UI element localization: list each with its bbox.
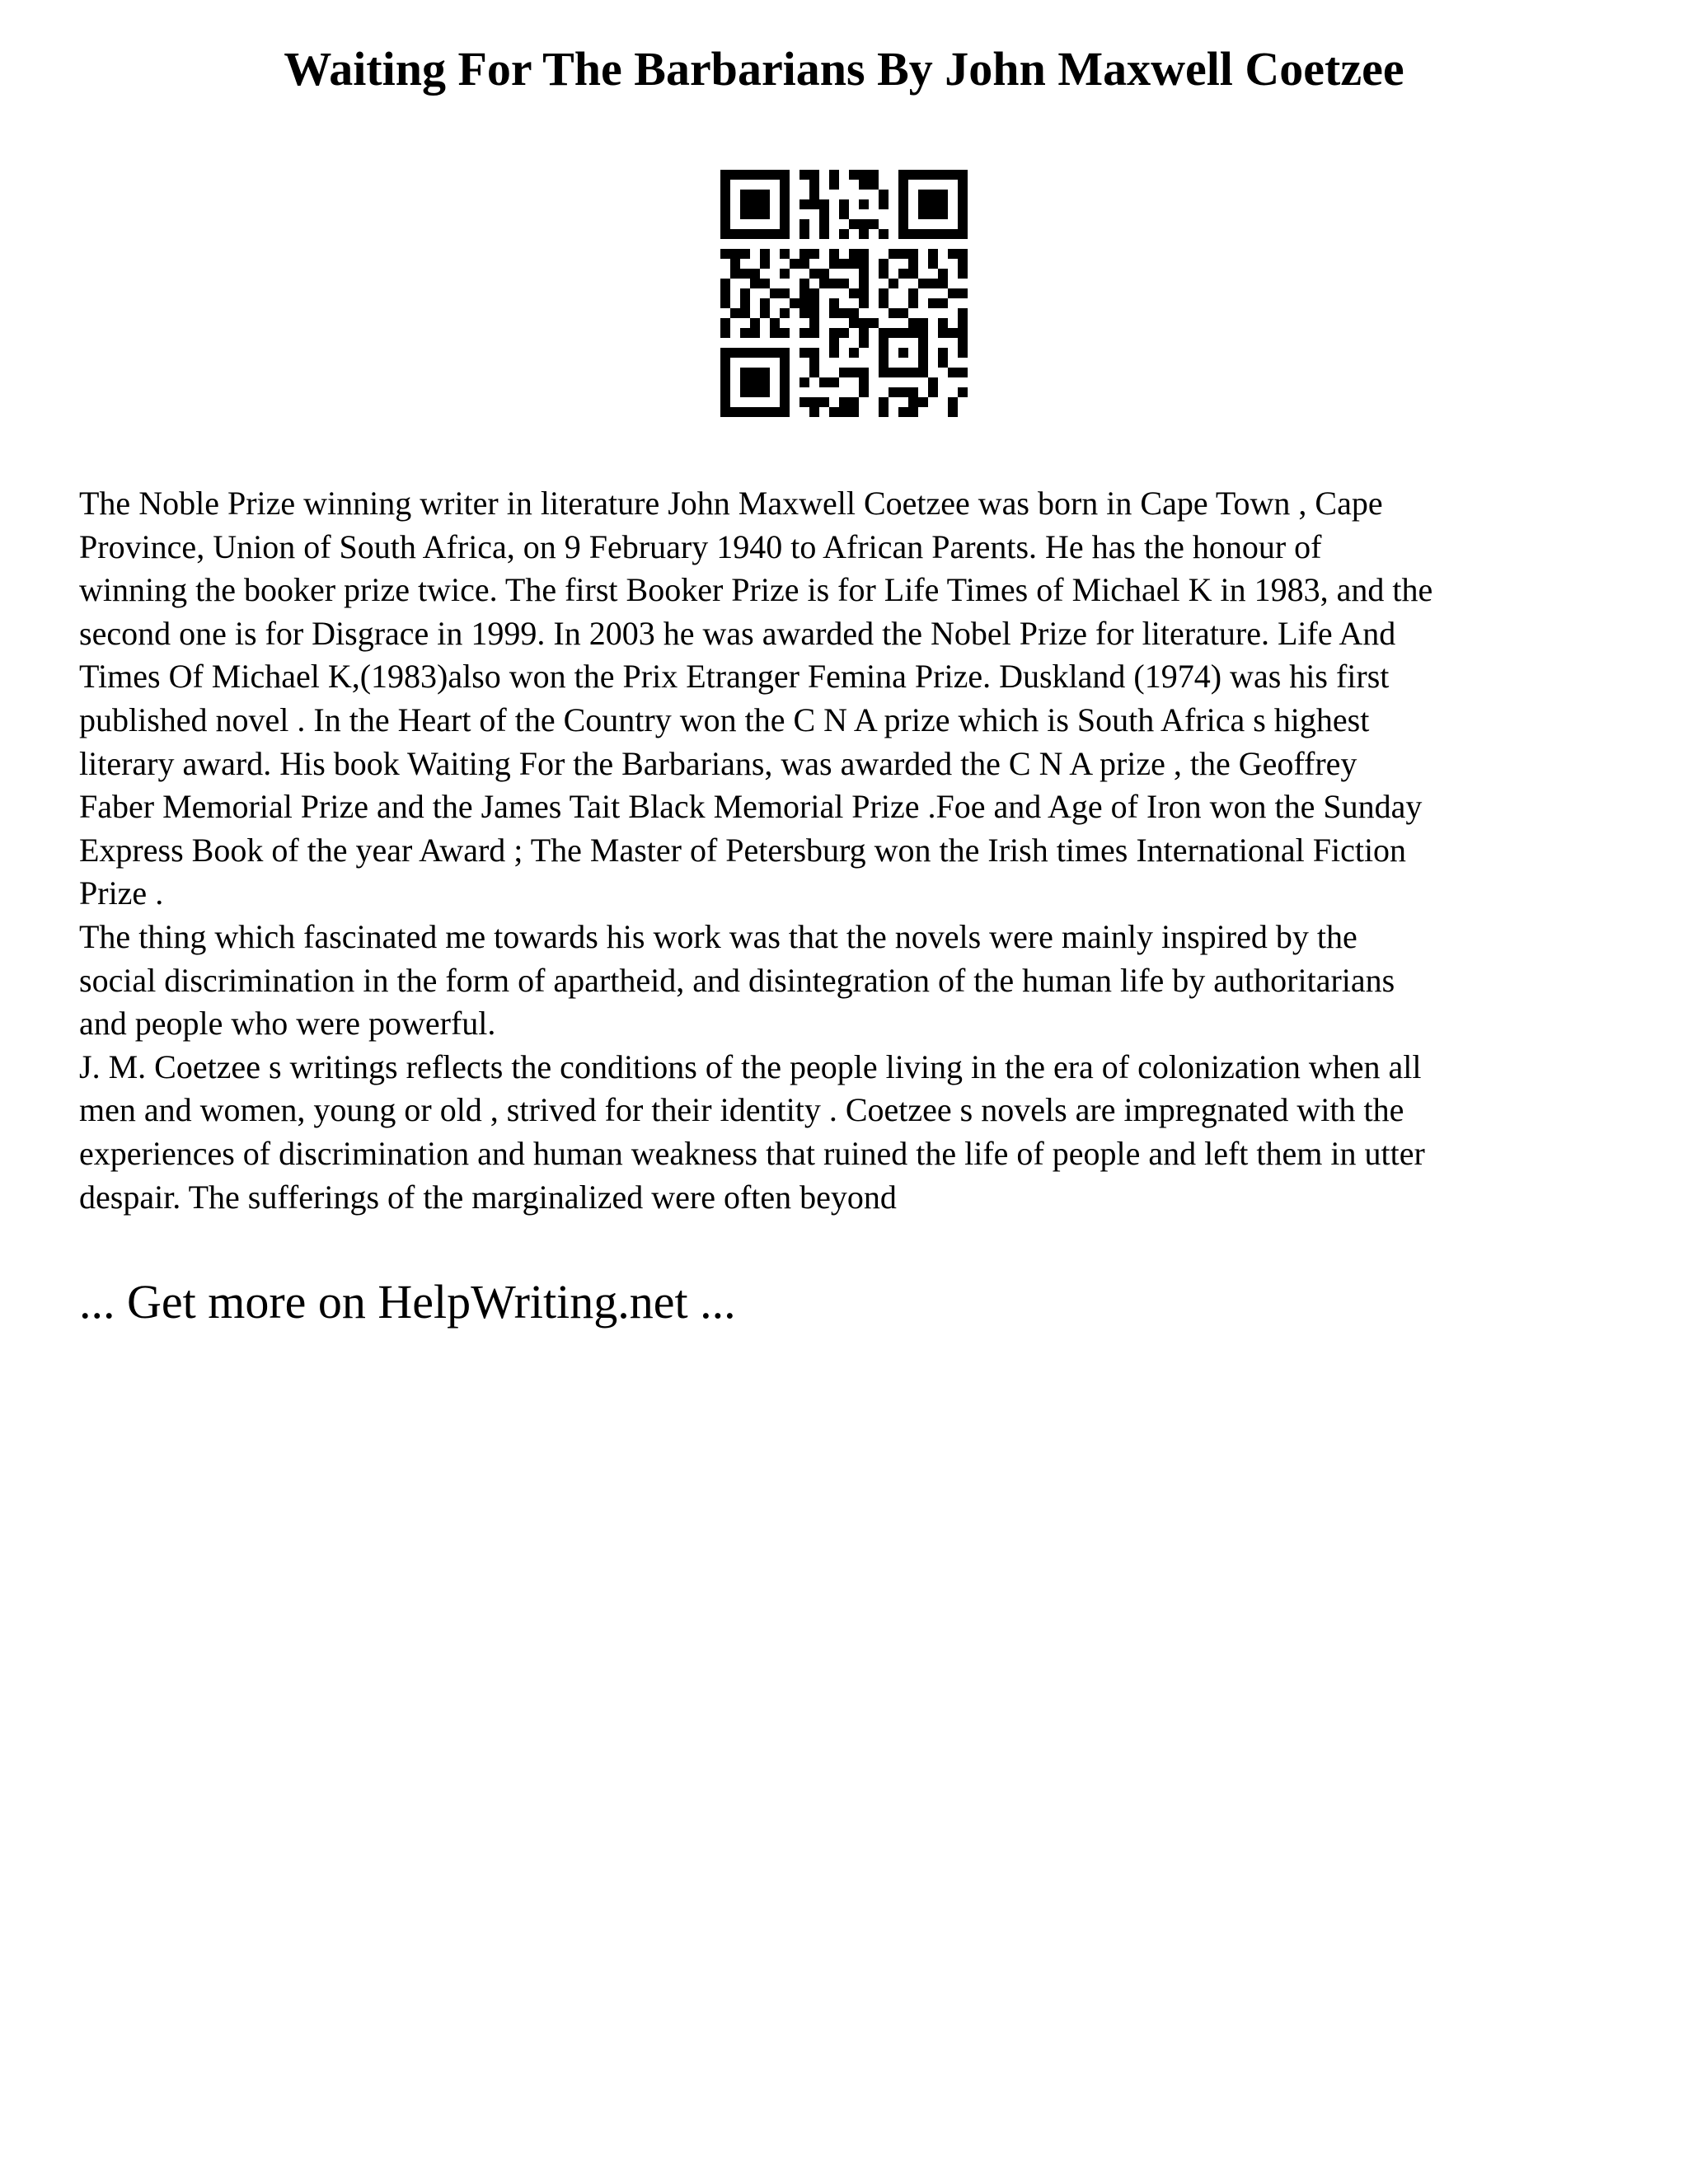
body-line: winning the booker prize twice. The first Booker Prize is for Life Times of Michael K in 1983, and the — [79, 571, 1433, 609]
body-line: social discrimination in the form of apartheid, and disintegration of the human life by authoritarians — [79, 961, 1395, 999]
body-line: Faber Memorial Prize and the James Tait Black Memorial Prize .Foe and Age of Iron won the Sunday — [79, 788, 1423, 826]
body-line: Times Of Michael K,(1983)also won the Prix Etranger Femina Prize. Duskland (1974) was his first — [79, 658, 1390, 696]
body-line: second one is for Disgrace in 1999. In 2003 he was awarded the Nobel Prize for literature. Life And — [79, 614, 1396, 652]
get-more-link[interactable]: ... Get more on HelpWriting.net ... — [79, 1275, 736, 1329]
article-body — [79, 482, 1645, 1219]
body-line: Express Book of the year Award ; The Master of Petersburg won the Irish times International Fiction — [79, 831, 1407, 869]
body-line: Prize . — [79, 874, 164, 912]
body-line: despair. The sufferings of the marginalized were often beyond — [79, 1178, 897, 1216]
body-line: literary award. His book Waiting For the Barbarians, was awarded the C N A prize , the Geoffrey — [79, 744, 1357, 782]
body-line: The thing which fascinated me towards his work was that the novels were mainly inspired by the — [79, 917, 1357, 955]
body-line: The Noble Prize winning writer in literature John Maxwell Coetzee was born in Cape Town , Cape — [79, 485, 1383, 522]
body-line: J. M. Coetzee s writings reflects the conditions of the people living in the era of colonization when all — [79, 1047, 1422, 1085]
body-line: and people who were powerful. — [79, 1005, 496, 1043]
body-line: experiences of discrimination and human weakness that ruined the life of people and left them in utter — [79, 1134, 1425, 1172]
body-line: Province, Union of South Africa, on 9 February 1940 to African Parents. He has the honour of — [79, 527, 1322, 565]
body-line: published novel . In the Heart of the Country won the C N A prize which is South Africa s highest — [79, 701, 1370, 738]
page-title: Waiting For The Barbarians By John Maxwell Coetzee — [284, 42, 1404, 96]
qr-code-icon — [720, 170, 968, 417]
body-line: men and women, young or old , strived for their identity . Coetzee s novels are impregnated with the — [79, 1091, 1404, 1129]
